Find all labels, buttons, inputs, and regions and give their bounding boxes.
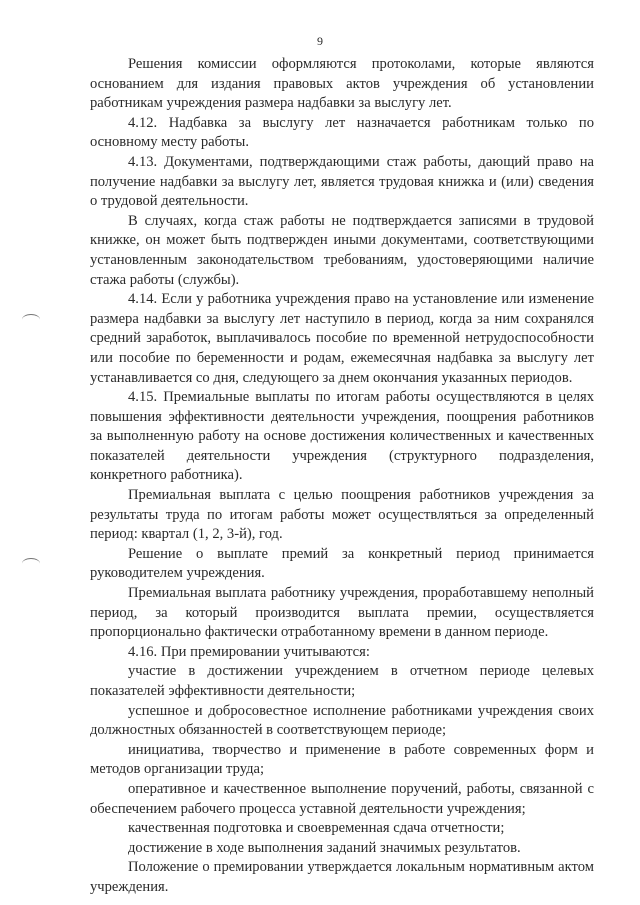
- list-item: участие в достижении учреждением в отчетном периоде целевых показателей эффективности деятельности;: [90, 663, 594, 699]
- punch-hole-mark: [22, 558, 40, 569]
- paragraph: Положение о премировании утверждается локальным нормативным актом учреждения.: [90, 859, 594, 895]
- list-item: инициатива, творчество и применение в работе современных форм и методов организации труда;: [90, 741, 594, 778]
- paragraph: 4.15. Премиальные выплаты по итогам работы осуществляются в целях повышения эффективности деятельности учреждения, поощрения работников за выполненную работу на основе достижения количественных и качественных показателей деятельности учреждения (структурного подразделения, конкретного работника).: [90, 389, 594, 484]
- list-item: качественная подготовка и своевременная сдача отчетности;: [128, 820, 505, 837]
- paragraph: Решение о выплате премий за конкретный период принимается руководителем учреждения.: [90, 545, 594, 582]
- paragraph: Премиальная выплата работнику учреждения, проработавшему неполный период, за который производится выплата премии, осуществляется пропорционально фактически отработанному времени в данном периоде.: [90, 585, 594, 641]
- paragraph: Решения комиссии оформляются протоколами, которые являются основанием для издания правовых актов учреждения об установлении работникам учреждения размера надбавки за выслугу лет.: [90, 56, 594, 112]
- list-item: оперативное и качественное выполнение поручений, работы, связанной с обеспечением рабочего процесса уставной деятельности учреждения;: [90, 780, 594, 817]
- paragraph: В случаях, когда стаж работы не подтверждается записями в трудовой книжке, он может быть подтвержден иными документами, соответствующими установленным законодательством требованиям, удостоверяющими наличие стажа работы (службы).: [90, 212, 594, 288]
- list-item: успешное и добросовестное исполнение работниками учреждения своих должностных обязанностей в соответствующем периоде;: [90, 702, 594, 739]
- punch-hole-mark: [22, 314, 40, 325]
- paragraph: 4.12. Надбавка за выслугу лет назначается работникам только по основному месту работы.: [90, 114, 594, 151]
- paragraph: 4.16. При премировании учитываются:: [128, 643, 370, 660]
- paragraph: 4.13. Документами, подтверждающими стаж работы, дающий право на получение надбавки за выслугу лет, является трудовая книжка и (или) сведения о трудовой деятельности.: [90, 153, 594, 210]
- document-body: [90, 55, 594, 898]
- paragraph: 4.14. Если у работника учреждения право на установление или изменение размера надбавки за выслугу лет наступило в период, когда за ним сохранялся средний заработок, выплачивалось пособие по временной нетрудоспособности или пособие по беременности и родам, ежемесячная надбавка за выслугу лет устанавливается со дня, следующего за днем окончания указанных периодов.: [90, 291, 594, 386]
- page-number: 9: [317, 34, 323, 48]
- paragraph: Премиальная выплата с целью поощрения работников учреждения за результаты труда по итогам работы может осуществляться за определенный период: квартал (1, 2, 3-й), год.: [90, 487, 594, 543]
- list-item: достижение в ходе выполнения заданий значимых результатов.: [128, 839, 521, 856]
